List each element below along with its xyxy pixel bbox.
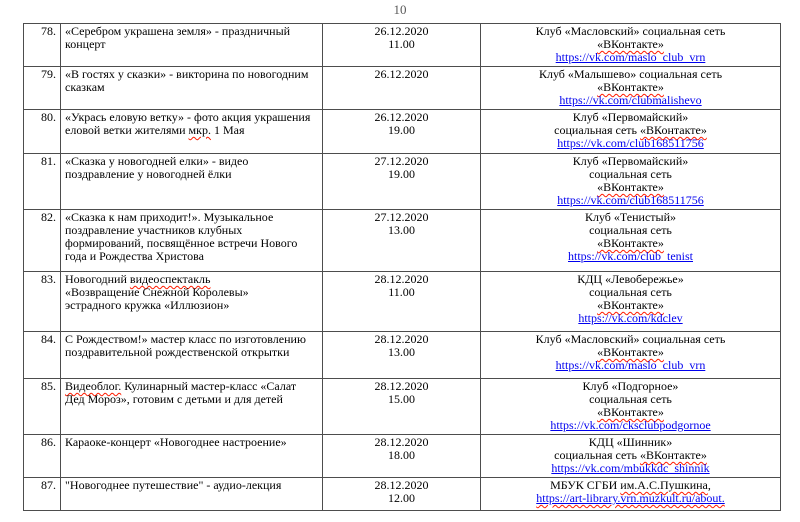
text-segment: Клуб «Первомайский» xyxy=(572,154,689,168)
venue-line xyxy=(485,137,776,150)
text-segment: Клуб «Масловский» социальная сеть xyxy=(535,24,726,38)
text-segment: Клуб «Масловский» социальная сеть xyxy=(535,332,726,346)
datetime-line: 26.12.2020 xyxy=(374,110,429,124)
datetime-line: 28.12.2020 xyxy=(374,478,429,492)
event-datetime-cell xyxy=(323,379,481,435)
row-number: 81. xyxy=(24,154,61,210)
datetime-line: 27.12.2020 xyxy=(374,154,429,168)
datetime-line: 18.00 xyxy=(388,448,415,462)
text-segment: «ВКонтакте» xyxy=(597,80,664,94)
text-segment: видеоспектакль xyxy=(129,272,211,286)
event-datetime-cell xyxy=(323,24,481,67)
event-datetime-cell xyxy=(323,110,481,154)
event-title-cell xyxy=(61,272,323,332)
text-segment: КДЦ «Шинник» xyxy=(588,435,673,449)
event-title-cell xyxy=(61,110,323,154)
venue-cell xyxy=(481,478,781,511)
venue-cell xyxy=(481,435,781,478)
event-title-line xyxy=(65,168,318,181)
text-segment: Караоке-концерт «Новогоднее настроение» xyxy=(65,435,287,449)
event-title-line xyxy=(65,299,318,312)
row-number: 80. xyxy=(24,110,61,154)
venue-cell xyxy=(481,24,781,67)
url-link[interactable]: https://vk.com/clubmalishevo xyxy=(559,93,702,107)
datetime-line: 26.12.2020 xyxy=(374,67,429,81)
datetime-line: 19.00 xyxy=(388,167,415,181)
venue-cell xyxy=(481,332,781,379)
text-segment: , xyxy=(707,478,711,492)
events-table xyxy=(23,23,781,511)
text-segment: «ВКонтакте» xyxy=(597,180,664,194)
text-segment: социальная сеть xyxy=(589,392,672,406)
event-title-cell xyxy=(61,67,323,110)
datetime-line: 26.12.2020 xyxy=(374,24,429,38)
url-link[interactable] xyxy=(536,491,725,505)
text-segment: "Новогоднее путешествие" - аудио-лекция xyxy=(65,478,282,492)
event-title-line xyxy=(65,38,318,51)
venue-line xyxy=(485,359,776,372)
text-segment: «Возвращение Снежной Королевы» xyxy=(65,285,249,299)
text-segment: «ВКонтакте» xyxy=(597,345,664,359)
datetime-line: 13.00 xyxy=(388,223,415,237)
table-row xyxy=(24,379,781,435)
table-row xyxy=(24,478,781,511)
table-row xyxy=(24,67,781,110)
event-title-cell xyxy=(61,379,323,435)
text-segment: С Рождеством!» мастер класс по изготовлению xyxy=(65,332,306,346)
text-segment: «В гостях у сказки» - викторина по новогодним xyxy=(65,67,309,81)
row-number: 86. xyxy=(24,435,61,478)
venue-line xyxy=(485,94,776,107)
table-row xyxy=(24,435,781,478)
event-title-cell xyxy=(61,210,323,272)
event-title-line xyxy=(65,393,318,406)
url-link[interactable]: https://vk.com/club_tenist xyxy=(568,249,693,263)
page-number: 10 xyxy=(393,2,407,17)
datetime-line: 28.12.2020 xyxy=(374,379,429,393)
row-number: 82. xyxy=(24,210,61,272)
text-segment: 1 Мая xyxy=(210,123,245,137)
url-link[interactable]: https://vk.com/maslo_club_vrn xyxy=(555,358,706,372)
venue-line xyxy=(485,312,776,325)
venue-line xyxy=(485,419,776,432)
url-link-text: https://art-library.vrn.muzkult.ru/about. xyxy=(536,491,725,505)
datetime-line: 27.12.2020 xyxy=(374,210,429,224)
event-datetime-cell xyxy=(323,478,481,511)
datetime-line: 28.12.2020 xyxy=(374,332,429,346)
text-segment: «Сказка у новогодней елки» - видео xyxy=(65,154,249,168)
text-segment: Клуб «Первомайский» xyxy=(572,110,689,124)
table-row xyxy=(24,272,781,332)
text-segment: Видеоблог. xyxy=(65,379,122,393)
venue-cell xyxy=(481,379,781,435)
text-segment: поздравительной рождественской открытки xyxy=(65,345,290,359)
text-segment: Клуб «Малышево» социальная сеть xyxy=(538,67,723,81)
datetime-line: 28.12.2020 xyxy=(374,272,429,286)
text-segment: «ВКонтакте» xyxy=(597,298,664,312)
venue-line xyxy=(485,492,776,505)
text-segment: поздравление участников клубных xyxy=(65,223,243,237)
venue-line xyxy=(485,462,776,475)
table-row xyxy=(24,210,781,272)
text-segment: Дед Мороз», готовим с детьми и для детей xyxy=(65,392,283,406)
text-segment: «ВКонтакте» xyxy=(597,405,664,419)
venue-line xyxy=(485,51,776,64)
row-number: 83. xyxy=(24,272,61,332)
event-datetime-cell xyxy=(323,154,481,210)
event-datetime-cell xyxy=(323,435,481,478)
text-segment: социальная сеть xyxy=(589,167,672,181)
text-segment: «Укрась еловую ветку» - фото акция украшения xyxy=(65,110,311,124)
datetime-line: 19.00 xyxy=(388,123,415,137)
venue-cell xyxy=(481,67,781,110)
datetime-line: 15.00 xyxy=(388,392,415,406)
event-title-cell xyxy=(61,435,323,478)
text-segment: «ВКонтакте» xyxy=(597,37,664,51)
url-link[interactable]: https://vk.com/club168511756 xyxy=(557,136,704,150)
text-segment: Клуб «Тенистый» xyxy=(584,210,677,224)
datetime-line: 11.00 xyxy=(388,37,415,51)
text-segment: года и Рождества Христова xyxy=(65,249,204,263)
text-segment: Кулинарный мастер-класс «Салат xyxy=(121,379,297,393)
text-segment: «ВКонтакте» xyxy=(597,236,664,250)
table-row xyxy=(24,154,781,210)
venue-line xyxy=(485,250,776,263)
row-number: 78. xyxy=(24,24,61,67)
row-number: 84. xyxy=(24,332,61,379)
events-table-body xyxy=(24,24,781,511)
row-number: 87. xyxy=(24,478,61,511)
event-title-line xyxy=(65,250,318,263)
text-segment: им.А.С.Пушкина xyxy=(620,478,708,492)
text-segment: социальная сеть xyxy=(589,285,672,299)
event-title-cell xyxy=(61,24,323,67)
text-segment: концерт xyxy=(65,37,106,51)
text-segment: Клуб «Подгорное» xyxy=(582,379,679,393)
row-number: 79. xyxy=(24,67,61,110)
text-segment: «Сказка к нам приходит!». Музыкальное xyxy=(65,210,274,224)
text-segment: КДЦ «Левобережье» xyxy=(577,272,684,286)
table-row xyxy=(24,110,781,154)
event-title-cell xyxy=(61,332,323,379)
event-title-line xyxy=(65,124,318,137)
text-segment: «ВКонтакте» xyxy=(640,123,707,137)
text-segment: Новогодний xyxy=(65,272,130,286)
event-datetime-cell xyxy=(323,210,481,272)
table-row xyxy=(24,24,781,67)
text-segment: МБУК СГБИ xyxy=(550,478,621,492)
event-title-cell xyxy=(61,478,323,511)
venue-line xyxy=(485,194,776,207)
url-link[interactable]: https://vk.com/club168511756 xyxy=(557,193,704,207)
url-link[interactable]: https://vk.com/kdclev xyxy=(578,311,683,325)
text-segment: формирований, посвящённое встречи Нового xyxy=(65,236,298,250)
text-segment: еловой ветки жителями xyxy=(65,123,189,137)
row-number: 85. xyxy=(24,379,61,435)
text-segment: социальная сеть xyxy=(554,448,641,462)
event-title-line xyxy=(65,346,318,359)
event-title-line xyxy=(65,436,318,449)
event-datetime-cell xyxy=(323,272,481,332)
text-segment: социальная сеть xyxy=(589,223,672,237)
table-row xyxy=(24,332,781,379)
datetime-line: 13.00 xyxy=(388,345,415,359)
venue-cell xyxy=(481,110,781,154)
event-title-cell xyxy=(61,154,323,210)
event-datetime-cell xyxy=(323,332,481,379)
url-link[interactable]: https://vk.com/maslo_club_vrn xyxy=(555,50,706,64)
event-title-line xyxy=(65,479,318,492)
datetime-line: 28.12.2020 xyxy=(374,435,429,449)
text-segment: мкр. xyxy=(188,123,211,137)
text-segment: социальная сеть xyxy=(554,123,641,137)
url-link[interactable]: https://vk.com/cksclubpodgornoe xyxy=(550,418,711,432)
url-link[interactable]: https://vk.com/mbukkdc_shinnik xyxy=(551,461,710,475)
event-datetime-cell xyxy=(323,67,481,110)
venue-cell xyxy=(481,272,781,332)
datetime-line: 11.00 xyxy=(388,285,415,299)
text-segment: «ВКонтакте» xyxy=(640,448,707,462)
datetime-line: 12.00 xyxy=(388,491,415,505)
venue-cell xyxy=(481,210,781,272)
text-segment: эстрадного кружка «Иллюзион» xyxy=(65,298,230,312)
event-title-line xyxy=(65,81,318,94)
venue-cell xyxy=(481,154,781,210)
text-segment: «Серебром украшена земля» - праздничный xyxy=(65,24,291,38)
text-segment: поздравление у новогодней ёлки xyxy=(65,167,232,181)
text-segment: сказкам xyxy=(65,80,105,94)
